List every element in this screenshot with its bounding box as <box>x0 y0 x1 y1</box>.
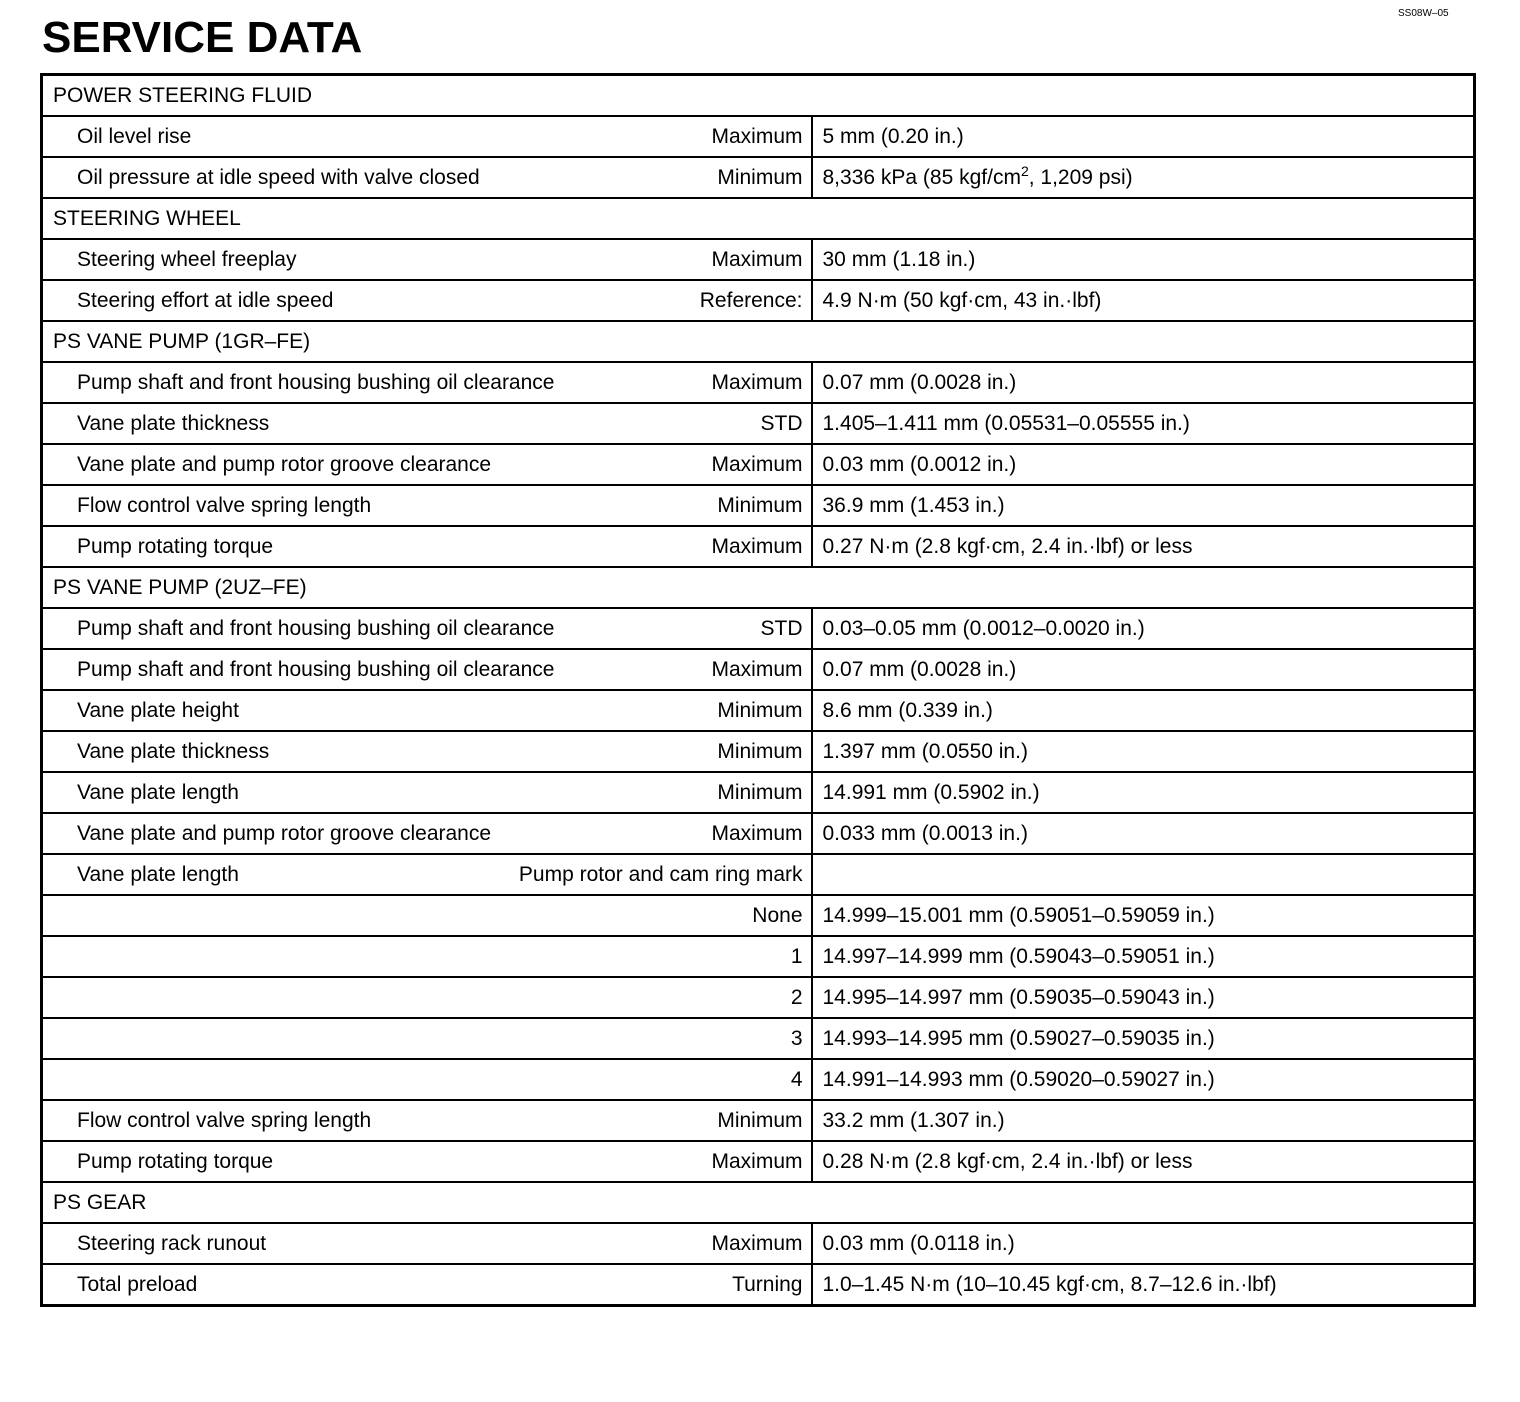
spec-value: 0.03 mm (0.0012 in.) <box>812 444 1475 485</box>
spec-item-cell <box>42 690 812 731</box>
table-row <box>42 731 1475 772</box>
spec-item: Oil pressure at idle speed with valve closed <box>77 165 480 189</box>
section-heading: PS VANE PUMP (2UZ–FE) <box>42 567 1475 608</box>
spec-item-cell <box>42 157 812 198</box>
table-row <box>42 1059 1475 1100</box>
spec-qualifier: Maximum <box>711 1231 803 1255</box>
spec-value: 0.033 mm (0.0013 in.) <box>812 813 1475 854</box>
spec-qualifier: Maximum <box>711 370 803 394</box>
table-row <box>42 1223 1475 1264</box>
section-row <box>42 567 1475 608</box>
spec-item: Vane plate thickness <box>77 739 270 763</box>
table-row <box>42 936 1475 977</box>
spec-qualifier: Reference: <box>699 288 803 312</box>
table-row <box>42 157 1475 198</box>
section-heading: PS VANE PUMP (1GR–FE) <box>42 321 1475 362</box>
table-row <box>42 485 1475 526</box>
spec-value: 4.9 N·m (50 kgf·cm, 43 in.·lbf) <box>812 280 1475 321</box>
spec-qualifier: Minimum <box>717 493 803 517</box>
spec-qualifier: Maximum <box>711 1149 803 1173</box>
table-row <box>42 1018 1475 1059</box>
spec-item-cell <box>42 362 812 403</box>
spec-value: 8.6 mm (0.339 in.) <box>812 690 1475 731</box>
ring-mark: 1 <box>790 944 803 968</box>
spec-value: 33.2 mm (1.307 in.) <box>812 1100 1475 1141</box>
spec-value: 0.03 mm (0.0118 in.) <box>812 1223 1475 1264</box>
table-row <box>42 690 1475 731</box>
spec-item: Vane plate and pump rotor groove clearance <box>77 452 492 476</box>
spec-value: 1.0–1.45 N·m (10–10.45 kgf·cm, 8.7–12.6 in.·lbf) <box>812 1264 1475 1306</box>
spec-item-cell <box>42 280 812 321</box>
spec-value: 1.405–1.411 mm (0.05531–0.05555 in.) <box>812 403 1475 444</box>
spec-value: 0.07 mm (0.0028 in.) <box>812 362 1475 403</box>
spec-qualifier: Maximum <box>711 534 803 558</box>
spec-value-main: 8,336 kPa (85 kgf/cm <box>822 165 1021 189</box>
spec-value: 14.995–14.997 mm (0.59035–0.59043 in.) <box>812 977 1475 1018</box>
spec-item: Pump rotating torque <box>77 1149 274 1173</box>
table-row <box>42 772 1475 813</box>
spec-value: 14.999–15.001 mm (0.59051–0.59059 in.) <box>812 895 1475 936</box>
section-row <box>42 1182 1475 1223</box>
spec-item: Pump shaft and front housing bushing oil clearance <box>77 370 555 394</box>
spec-qualifier: Maximum <box>711 657 803 681</box>
spec-item: Flow control valve spring length <box>77 1108 372 1132</box>
spec-value-tail: , 1,209 psi) <box>1028 165 1133 189</box>
table-row <box>42 362 1475 403</box>
table-row <box>42 1141 1475 1182</box>
spec-value: 0.28 N·m (2.8 kgf·cm, 2.4 in.·lbf) or less <box>812 1141 1475 1182</box>
spec-value: 0.03–0.05 mm (0.0012–0.0020 in.) <box>812 608 1475 649</box>
spec-item: Vane plate length <box>77 862 239 886</box>
spec-item-cell <box>42 1100 812 1141</box>
spec-value <box>812 854 1475 895</box>
spec-qualifier: Minimum <box>717 165 803 189</box>
service-data-table <box>40 73 1476 1307</box>
table-row <box>42 526 1475 567</box>
section-row <box>42 198 1475 239</box>
table-row <box>42 854 1475 895</box>
spec-item-cell <box>42 444 812 485</box>
spec-qualifier: STD <box>760 616 803 640</box>
table-row <box>42 977 1475 1018</box>
spec-qualifier: Minimum <box>717 780 803 804</box>
spec-item: Vane plate and pump rotor groove clearance <box>77 821 492 845</box>
mark-cell <box>42 936 812 977</box>
spec-item: Steering wheel freeplay <box>77 247 297 271</box>
table-row <box>42 444 1475 485</box>
spec-item: Oil level rise <box>77 124 192 148</box>
spec-qualifier: Minimum <box>717 698 803 722</box>
table-row <box>42 280 1475 321</box>
spec-item: Vane plate thickness <box>77 411 270 435</box>
spec-value <box>812 157 1475 198</box>
spec-value: 14.997–14.999 mm (0.59043–0.59051 in.) <box>812 936 1475 977</box>
spec-item-cell <box>42 116 812 157</box>
spec-item-cell <box>42 403 812 444</box>
spec-item-cell <box>42 813 812 854</box>
spec-item: Pump shaft and front housing bushing oil clearance <box>77 616 555 640</box>
table-row <box>42 239 1475 280</box>
superscript: 2 <box>1020 162 1029 179</box>
mark-cell <box>42 977 812 1018</box>
spec-qualifier: Maximum <box>711 247 803 271</box>
spec-item-cell <box>42 608 812 649</box>
spec-item-cell <box>42 239 812 280</box>
spec-value: 36.9 mm (1.453 in.) <box>812 485 1475 526</box>
ring-mark: 2 <box>790 985 803 1009</box>
spec-item-cell <box>42 485 812 526</box>
spec-item: Vane plate length <box>77 780 239 804</box>
section-row <box>42 75 1475 117</box>
table-row <box>42 813 1475 854</box>
spec-item: Vane plate height <box>77 698 239 722</box>
spec-item: Pump shaft and front housing bushing oil clearance <box>77 657 555 681</box>
spec-qualifier: Maximum <box>711 452 803 476</box>
spec-item: Pump rotating torque <box>77 534 274 558</box>
table-row <box>42 403 1475 444</box>
spec-qualifier: Minimum <box>717 739 803 763</box>
spec-item-cell <box>42 731 812 772</box>
spec-item-cell <box>42 854 812 895</box>
table-row <box>42 1100 1475 1141</box>
spec-value: 14.991–14.993 mm (0.59020–0.59027 in.) <box>812 1059 1475 1100</box>
spec-qualifier: Maximum <box>711 124 803 148</box>
document-code: SS08W–05 <box>1398 8 1449 19</box>
spec-value: 0.07 mm (0.0028 in.) <box>812 649 1475 690</box>
section-heading: POWER STEERING FLUID <box>42 75 1475 117</box>
section-row <box>42 321 1475 362</box>
table-row <box>42 895 1475 936</box>
spec-item-cell <box>42 526 812 567</box>
spec-qualifier: STD <box>760 411 803 435</box>
spec-value: 1.397 mm (0.0550 in.) <box>812 731 1475 772</box>
section-heading: PS GEAR <box>42 1182 1475 1223</box>
ring-mark: None <box>752 903 803 927</box>
table-row <box>42 649 1475 690</box>
spec-qualifier: Turning <box>732 1272 803 1296</box>
spec-item-cell <box>42 1141 812 1182</box>
page-title: SERVICE DATA <box>42 13 363 62</box>
section-heading: STEERING WHEEL <box>42 198 1475 239</box>
spec-qualifier: Minimum <box>717 1108 803 1132</box>
spec-item: Steering effort at idle speed <box>77 288 334 312</box>
spec-qualifier: Maximum <box>711 821 803 845</box>
table-row <box>42 608 1475 649</box>
spec-qualifier: Pump rotor and cam ring mark <box>518 862 803 886</box>
ring-mark: 4 <box>790 1067 803 1091</box>
mark-cell <box>42 1059 812 1100</box>
spec-value: 5 mm (0.20 in.) <box>812 116 1475 157</box>
mark-cell <box>42 895 812 936</box>
spec-value: 30 mm (1.18 in.) <box>812 239 1475 280</box>
spec-item-cell <box>42 772 812 813</box>
spec-item-cell <box>42 649 812 690</box>
table-row <box>42 1264 1475 1306</box>
spec-item: Total preload <box>77 1272 198 1296</box>
table-row <box>42 116 1475 157</box>
spec-item-cell <box>42 1223 812 1264</box>
spec-value: 14.991 mm (0.5902 in.) <box>812 772 1475 813</box>
spec-item: Steering rack runout <box>77 1231 267 1255</box>
spec-value: 0.27 N·m (2.8 kgf·cm, 2.4 in.·lbf) or less <box>812 526 1475 567</box>
spec-value: 14.993–14.995 mm (0.59027–0.59035 in.) <box>812 1018 1475 1059</box>
spec-item-cell <box>42 1264 812 1306</box>
ring-mark: 3 <box>790 1026 803 1050</box>
spec-item: Flow control valve spring length <box>77 493 372 517</box>
mark-cell <box>42 1018 812 1059</box>
